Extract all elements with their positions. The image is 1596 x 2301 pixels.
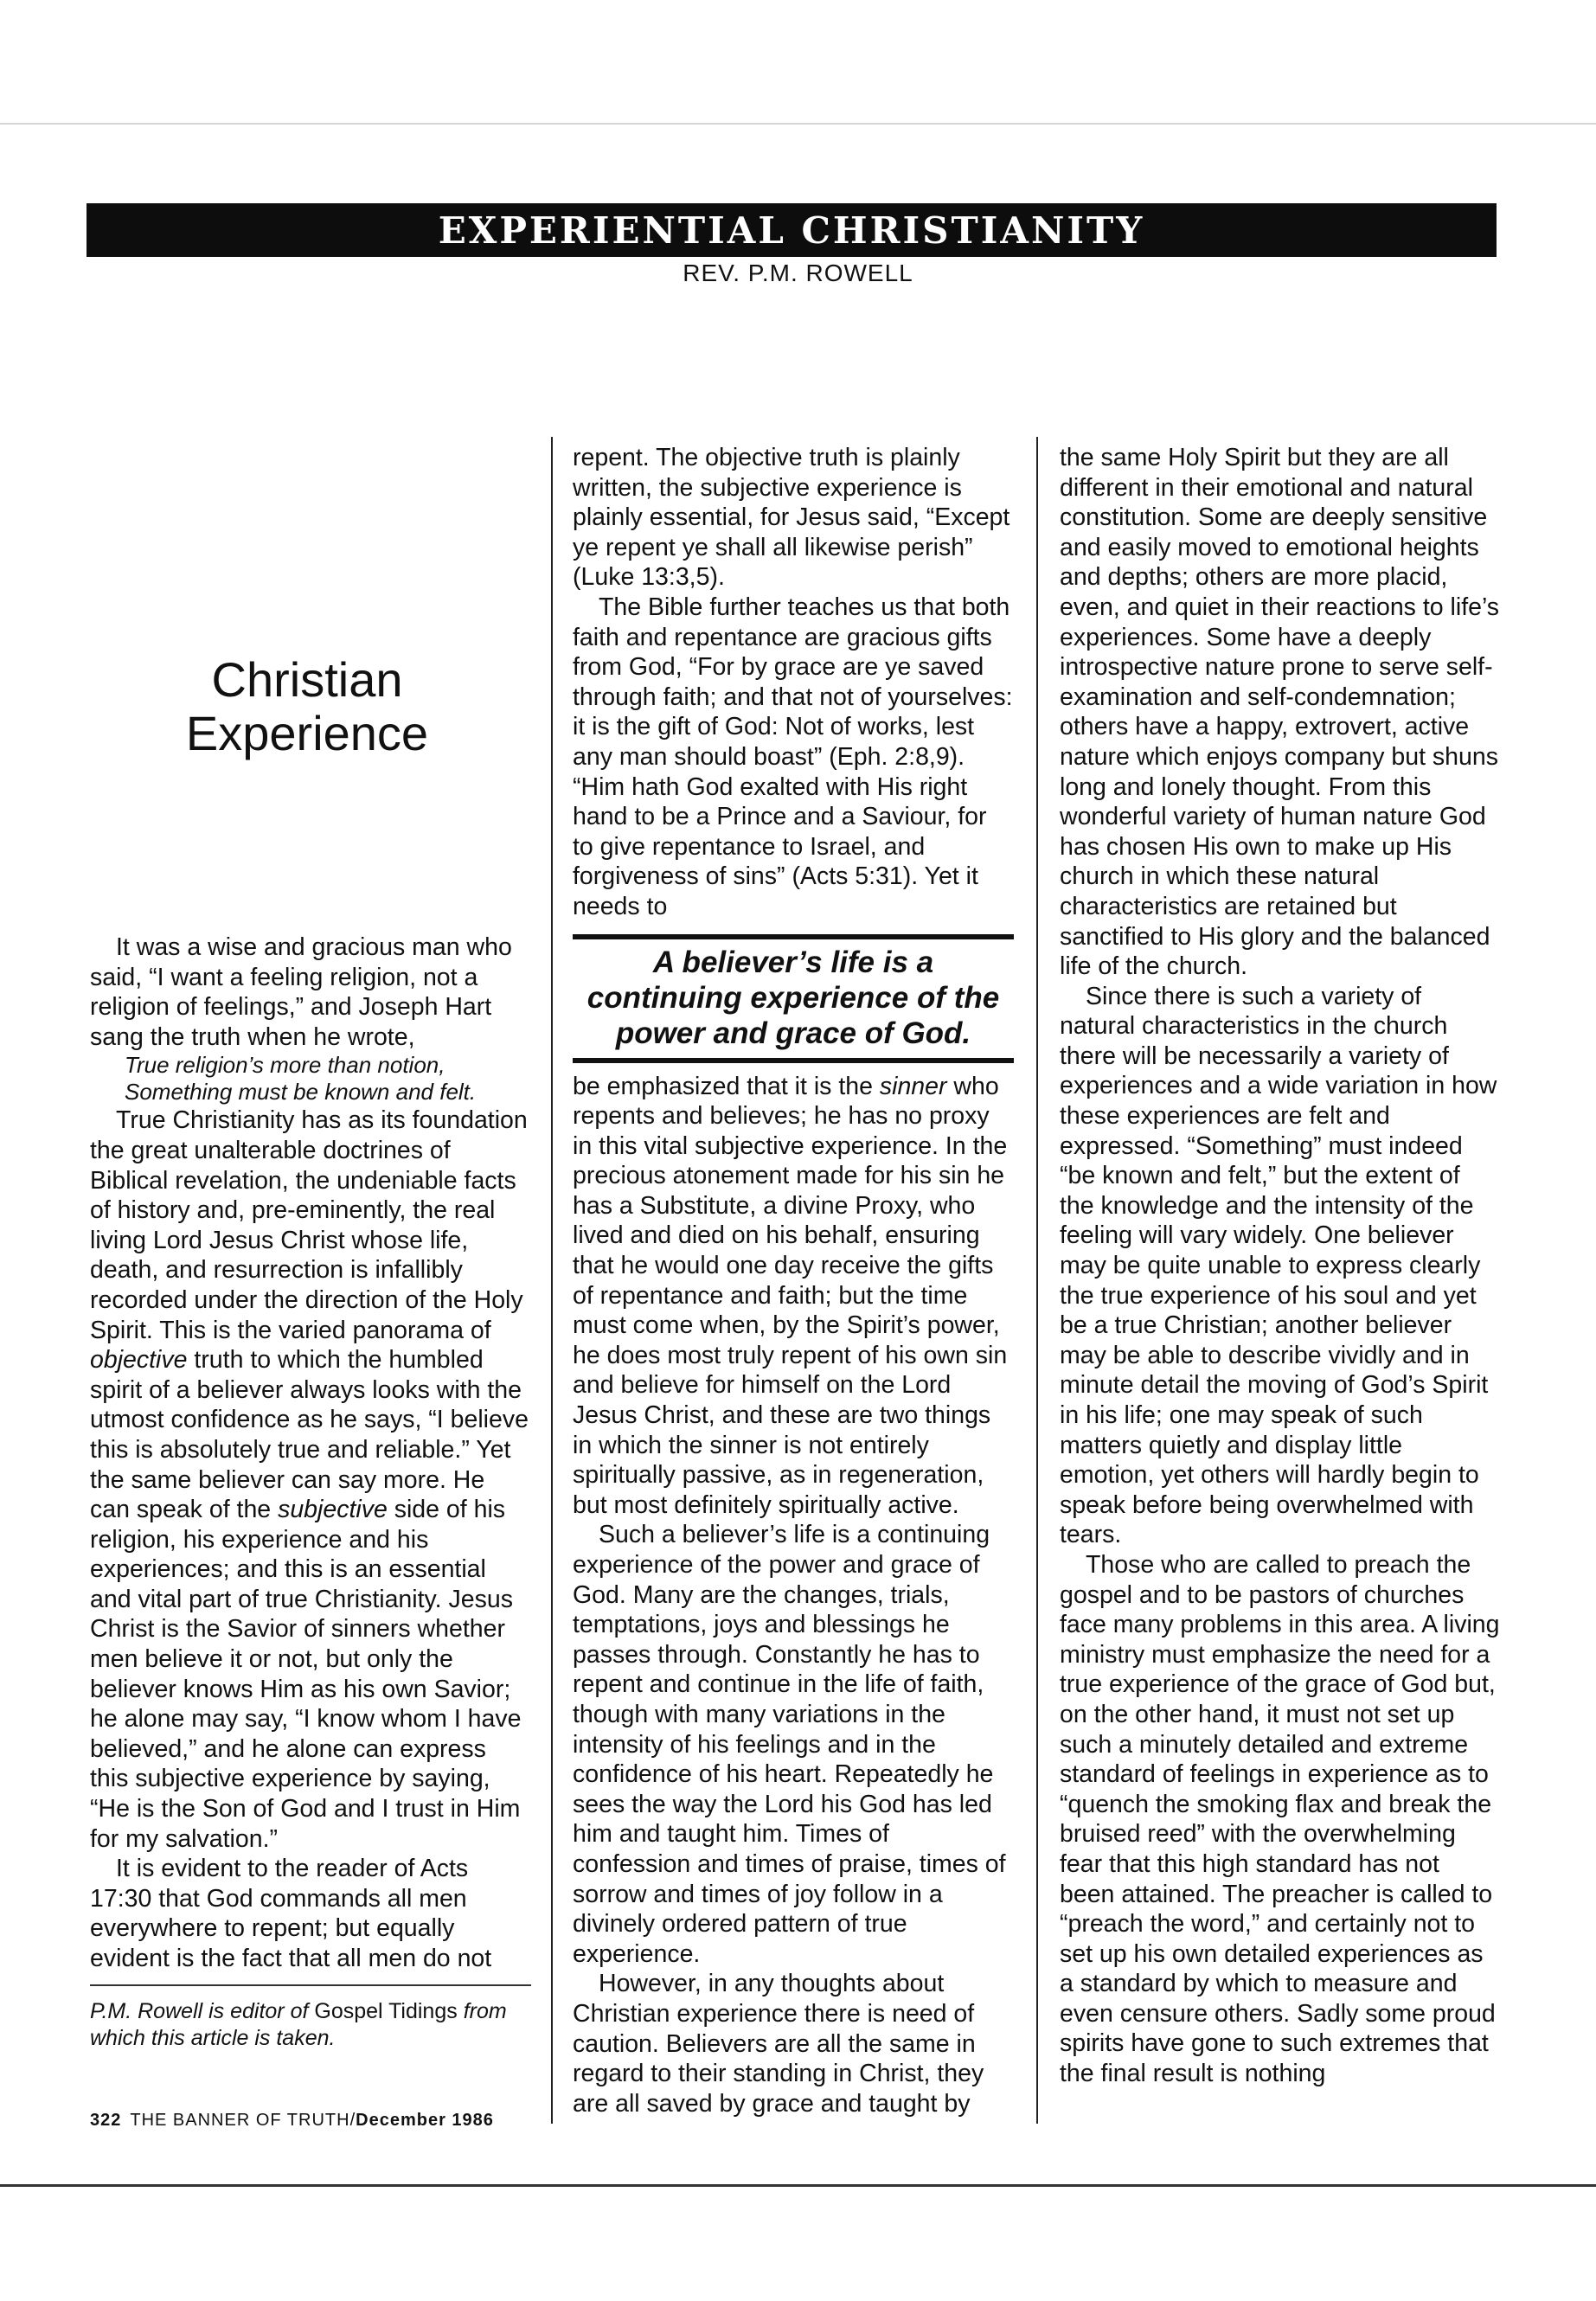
author-byline: REV. P.M. ROWELL <box>683 260 913 286</box>
paragraph: be emphasized that it is the sinner who repents and believes; he has no proxy in this vital subjective experience. In the precious atonement made for his sin he has a Substitute, a divine Proxy, who lived and died on his behalf, ensuring that he would one day receive the gifts of repentance and faith; but the time must come when, by the Spirit’s power, he does most truly repent of his own sin and believe for himself on the Lord Jesus Christ, and these are two things in which the sinner is not entirely spiritually passive, as in regeneration, but most definitely spiritually active. <box>573 1072 1008 1519</box>
footnote-divider <box>90 1984 531 1986</box>
publication-name: THE BANNER OF TRUTH/ <box>130 2111 356 2130</box>
paragraph: Those who are called to preach the gospel and to be pastors of churches face many problems in this area. A living ministry must emphasize the need for a true experience of the grace of God but, on the other hand, it must not set up such a minutely detailed and extreme standard of feelings in experience as to “quench the smoking flax and break the bruised reed” with the overwhelming fear that this high standard has not been attained. The preacher is called to “preach the word,” and certainly not to set up his own detailed experiences as a standard by which to measure and even censure others. Sadly some proud spirits have gone to such extremes that the final result is nothing <box>1060 1550 1500 2088</box>
paragraph: The Bible further teaches us that both faith and repentance are gracious gifts from God, “For by grace are ye saved through faith; and that not of yourselves: it is the gift of God: Not of works, lest any man should boast” (Eph. 2:8,9). “Him hath God exalted with His right hand to be a Prince and a Saviour, for to give repentance to Israel, and forgiveness of sins” (Acts 5:31). Yet it needs to <box>573 593 1013 920</box>
verse-line: True religion’s more than notion, <box>125 1052 445 1079</box>
column-1 <box>90 933 531 2052</box>
verse-line: Something must be known and felt. <box>125 1079 477 1106</box>
page-footer <box>90 2111 494 2131</box>
author-footnote: P.M. Rowell is editor of Gospel Tidings from which this article is taken. <box>90 1998 507 2050</box>
paragraph: Such a believer’s life is a continuing experience of the power and grace of God. Many are the changes, trials, temptations, joys and blessings he passes through. Constantly he has to repent and continue in the life of faith, though with many variations in the intensity of his feelings and in the confidence of his heart. Repeatedly he sees the way the Lord his God has led him and taught him. Times of confession and times of praise, times of sorrow and times of joy follow in a divinely ordered pattern of true experience. <box>573 1521 1006 1968</box>
column-divider <box>1036 437 1038 2124</box>
column-3 <box>1060 443 1501 2089</box>
paragraph: It was a wise and gracious man who said, “I want a feeling religion, not a religion of feelings,” and Joseph Hart sang the truth when he wrote, <box>90 933 512 1051</box>
column-2 <box>573 443 1014 2118</box>
pull-quote: A believer’s life is a continuing experience of the power and grace of God. <box>573 934 1014 1063</box>
issue-date: December 1986 <box>356 2111 494 2130</box>
paragraph: the same Holy Spirit but they are all different in their emotional and natural constitution. Some are deeply sensitive and easily moved to emotional heights and depths; others are more placid, even, and quiet in their reactions to life’s experiences. Some have a deeply introspective nature prone to serve self-examination and self-condemnation; others have a happy, extrovert, active nature which enjoys company but shuns long and lonely thought. From this wonderful variety of human nature God has chosen His own to make up His church in which these natural characteristics are retained but sanctified to His glory and the balanced life of the church. <box>1060 444 1500 981</box>
section-banner: EXPERIENTIAL CHRISTIANITY <box>87 203 1497 257</box>
paragraph: Since there is such a variety of natural characteristics in the church there will be necessarily a variety of experiences and a wide variation in how these experiences are felt and expressed. “Something” must indeed “be known and felt,” but the extent of the knowledge and the intensity of the feeling will vary widely. One believer may be quite unable to express clearly the true experience of his soul and yet be a true Christian; another believer may be able to describe vividly and in minute detail the moving of God’s Spirit in his life; one may speak of such matters quietly and display little emotion, yet others will hardly begin to speak before being overwhelmed with tears. <box>1060 982 1497 1549</box>
paragraph: However, in any thoughts about Christian experience there is need of caution. Believers are all the same in regard to their standing in Christ, they are all saved by grace and taught by <box>573 1970 984 2118</box>
bottom-rule <box>0 2184 1596 2187</box>
top-rule <box>0 123 1596 125</box>
article-title: Christian Experience <box>185 652 429 760</box>
page-number: 322 <box>90 2111 122 2130</box>
paragraph: True Christianity has as its foundation the great unalterable doctrines of Biblical revelation, the undeniable facts of history and, pre-eminently, the real living Lord Jesus Christ whose life, death, and resurrection is infallibly recorded under the direction of the Holy Spirit. This is the varied panorama of objective truth to which the humbled spirit of a believer always looks with the utmost confidence as he says, “I believe this is absolutely true and reliable.” Yet the same believer can say more. He can speak of the subjective side of his religion, his experience and his experiences; and this is an essential and vital part of true Christianity. Jesus Christ is the Savior of sinners whether men believe it or not, but only the believer knows Him as his own Savior; he alone may say, “I know whom I have believed,” and he alone can express this subjective experience by saying, “He is the Son of God and I trust in Him for my salvation.” <box>90 1106 529 1853</box>
paragraph: repent. The objective truth is plainly written, the subjective experience is plainly essential, for Jesus said, “Except ye repent ye shall all likewise perish” (Luke 13:3,5). <box>573 444 1010 592</box>
column-divider <box>551 437 553 2124</box>
paragraph: It is evident to the reader of Acts 17:30 that God commands all men everywhere to repent; but equally evident is the fact that all men do not <box>90 1855 492 1972</box>
